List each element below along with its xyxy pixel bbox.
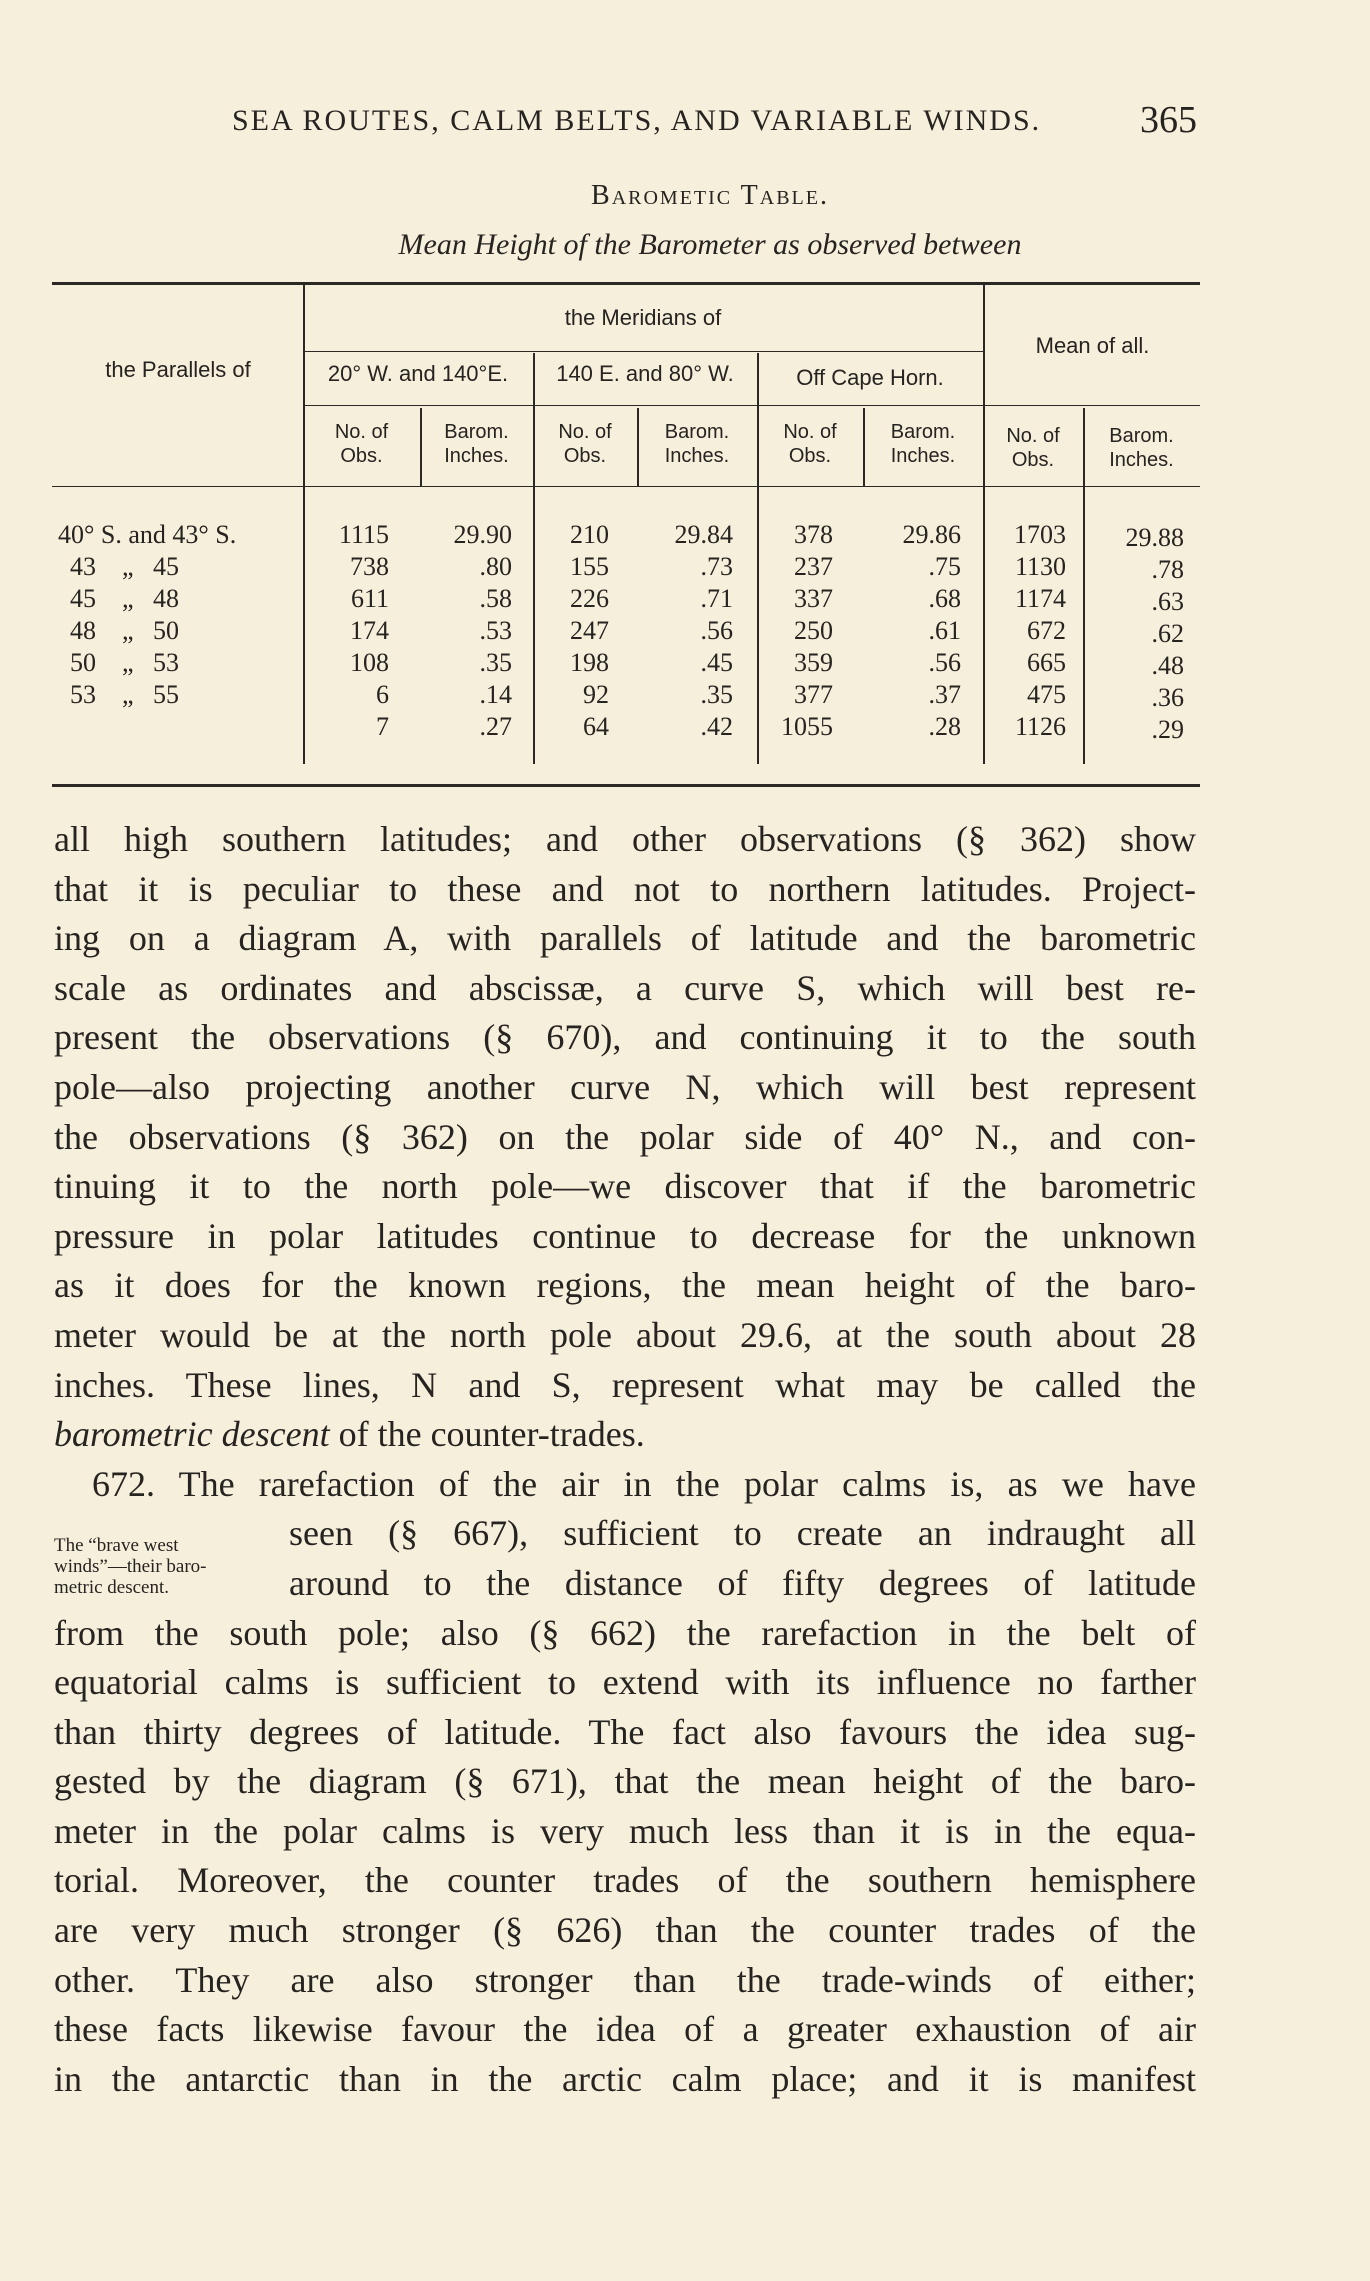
table-row [0, 552, 1370, 584]
value-cell: .63 [1151, 587, 1184, 616]
value-cell: .62 [1151, 619, 1184, 648]
parallel-cell: 43 „ 45 [70, 552, 180, 581]
text-line: pressure in polar latitudes continue to decrease for the unknown [54, 1215, 1196, 1256]
value-cell: 1130 [1014, 552, 1066, 581]
value-cell: 247 [570, 616, 609, 645]
text-line: around to the distance of fifty degrees of latitude [289, 1562, 1196, 1603]
text-line: than thirty degrees of latitude. The fact also favours the idea sug- [54, 1711, 1196, 1752]
subheader-barom: Barom. Inches. [664, 421, 730, 467]
value-cell: .28 [928, 712, 961, 741]
value-cell: .78 [1151, 555, 1184, 584]
value-cell: 475 [1027, 680, 1066, 709]
value-cell: 29.88 [1125, 523, 1184, 552]
value-cell: .27 [479, 712, 512, 741]
header-parallels: the Parallels of [105, 357, 251, 382]
value-cell: 738 [350, 552, 389, 581]
parallel-cell: 40° S. and 43° S. [58, 520, 237, 549]
value-cell: 226 [570, 584, 609, 613]
value-cell: 359 [794, 648, 833, 677]
value-cell: .58 [479, 584, 512, 613]
value-cell: .61 [928, 616, 961, 645]
value-cell: 1115 [338, 520, 389, 549]
margin-note: The “brave west winds”—their baro- metric descent. [54, 1535, 207, 1598]
header-region: 20° W. and 140°E. [327, 361, 509, 386]
text-line: gested by the diagram (§ 671), that the mean height of the baro- [54, 1761, 1196, 1802]
page-number: 365 [1140, 99, 1197, 141]
running-head: SEA ROUTES, CALM BELTS, AND VARIABLE WINDS. [232, 104, 1042, 137]
value-cell: 1055 [781, 712, 833, 741]
text-line: from the south pole; also (§ 662) the rarefaction in the belt of [54, 1612, 1196, 1653]
text-line: these facts likewise favour the idea of a greater exhaustion of air [54, 2009, 1196, 2050]
body-text [54, 815, 1196, 2104]
table-row [0, 520, 1370, 552]
meridians-underline [303, 351, 983, 352]
value-cell: .42 [700, 712, 733, 741]
text-line: seen (§ 667), sufficient to create an indraught all [289, 1513, 1196, 1554]
value-cell: 210 [570, 520, 609, 549]
subheader-obs: No. of Obs. [1006, 425, 1060, 471]
text-line: scale as ordinates and abscissæ, a curve S, which will best re- [54, 967, 1196, 1008]
regions-underline [303, 405, 1200, 406]
value-cell: .71 [700, 584, 733, 613]
header-mean: Mean of all. [1035, 333, 1150, 358]
text-line: equatorial calms is sufficient to extend with its influence no farther [54, 1662, 1196, 1703]
value-cell: 378 [794, 520, 833, 549]
text-line: inches. These lines, N and S, represent what may be called the [54, 1364, 1196, 1405]
value-cell: 92 [583, 680, 609, 709]
value-cell: .48 [1151, 651, 1184, 680]
text-line: tinuing it to the north pole—we discover that if the barometric [54, 1166, 1196, 1207]
value-cell: 672 [1027, 616, 1066, 645]
parallel-cell: 53 „ 55 [70, 680, 180, 709]
value-cell: .53 [479, 616, 512, 645]
subheader-barom: Barom. Inches. [890, 421, 956, 467]
value-cell: .75 [928, 552, 961, 581]
text-line: all high southern latitudes; and other observations (§ 362) show [54, 819, 1196, 859]
value-cell: 29.86 [902, 520, 961, 549]
value-cell: .37 [928, 680, 961, 709]
table-row [0, 680, 1370, 712]
value-cell: .56 [928, 648, 961, 677]
value-cell: 7 [376, 712, 389, 741]
text-line: other. They are also stronger than the trade-winds of either; [54, 1959, 1196, 2000]
table-row [0, 648, 1370, 680]
value-cell: .56 [700, 616, 733, 645]
text-line: that it is peculiar to these and not to northern latitudes. Project- [54, 868, 1196, 909]
text-line: torial. Moreover, the counter trades of the southern hemisphere [54, 1860, 1196, 1901]
text-line: present the observations (§ 670), and continuing it to the south [54, 1017, 1196, 1058]
table-row [0, 616, 1370, 648]
value-cell: 1174 [1014, 584, 1066, 613]
subheader-barom: Barom. Inches. [444, 421, 509, 467]
subheader-barom: Barom. Inches. [1109, 425, 1174, 471]
header-region: Off Cape Horn. [796, 365, 944, 390]
table-subtitle: Mean Height of the Barometer as observed between [398, 228, 1022, 261]
value-cell: 250 [794, 616, 833, 645]
text-line: as it does for the known regions, the mean height of the baro- [54, 1265, 1196, 1306]
paragraph-672-start: 672. The rarefaction of the air in the polar calms is, as we have [92, 1463, 1196, 1504]
text-line: barometric descent of the counter-trades. [54, 1414, 645, 1455]
value-cell: .80 [479, 552, 512, 581]
value-cell: 1126 [1014, 712, 1066, 741]
text-line: meter in the polar calms is very much less than it is in the equa- [54, 1810, 1196, 1851]
value-cell: .68 [928, 584, 961, 613]
table-bottom-rule [52, 784, 1200, 787]
parallel-cell: 45 „ 48 [70, 584, 180, 613]
text-line: are very much stronger (§ 626) than the counter trades of the [54, 1910, 1196, 1951]
text-line: the observations (§ 362) on the polar side of 40° N., and con- [54, 1116, 1196, 1157]
value-cell: 64 [583, 712, 609, 741]
value-cell: 155 [570, 552, 609, 581]
value-cell: .45 [700, 648, 733, 677]
value-cell: .29 [1151, 715, 1184, 744]
value-cell: .36 [1151, 683, 1184, 712]
value-cell: 29.90 [453, 520, 512, 549]
value-cell: .35 [479, 648, 512, 677]
subheader-obs: No. of Obs. [783, 421, 837, 467]
value-cell: 198 [570, 648, 609, 677]
value-cell: 337 [794, 584, 833, 613]
table-row [0, 712, 1370, 744]
header-region: 140 E. and 80° W. [556, 361, 734, 386]
text-line: meter would be at the north pole about 29.6, at the south about 28 [54, 1314, 1196, 1355]
subheader-obs: No. of Obs. [334, 421, 389, 467]
value-cell: 29.84 [674, 520, 733, 549]
subheader-obs: No. of Obs. [558, 421, 612, 467]
header-bottom-rule [52, 486, 1200, 487]
table-top-rule [52, 282, 1200, 285]
value-cell: 174 [350, 616, 389, 645]
text-line: ing on a diagram A, with parallels of latitude and the barometric [54, 918, 1196, 959]
value-cell: 108 [350, 648, 389, 677]
parallel-cell: 48 „ 50 [70, 616, 180, 645]
text-line: in the antarctic than in the arctic calm place; and it is manifest [54, 2058, 1196, 2099]
value-cell: 237 [794, 552, 833, 581]
value-cell: .73 [700, 552, 733, 581]
value-cell: 611 [350, 584, 389, 613]
parallel-cell: 50 „ 53 [70, 648, 180, 677]
table-title: Barometic Table. [591, 180, 829, 211]
header-meridians: the Meridians of [564, 305, 722, 330]
value-cell: 6 [376, 680, 389, 709]
table-row [0, 584, 1370, 616]
value-cell: .14 [479, 680, 512, 709]
value-cell: 665 [1027, 648, 1066, 677]
text-line: pole—also projecting another curve N, which will best represent [54, 1066, 1196, 1107]
value-cell: 377 [794, 680, 833, 709]
value-cell: .35 [700, 680, 733, 709]
value-cell: 1703 [1014, 520, 1066, 549]
